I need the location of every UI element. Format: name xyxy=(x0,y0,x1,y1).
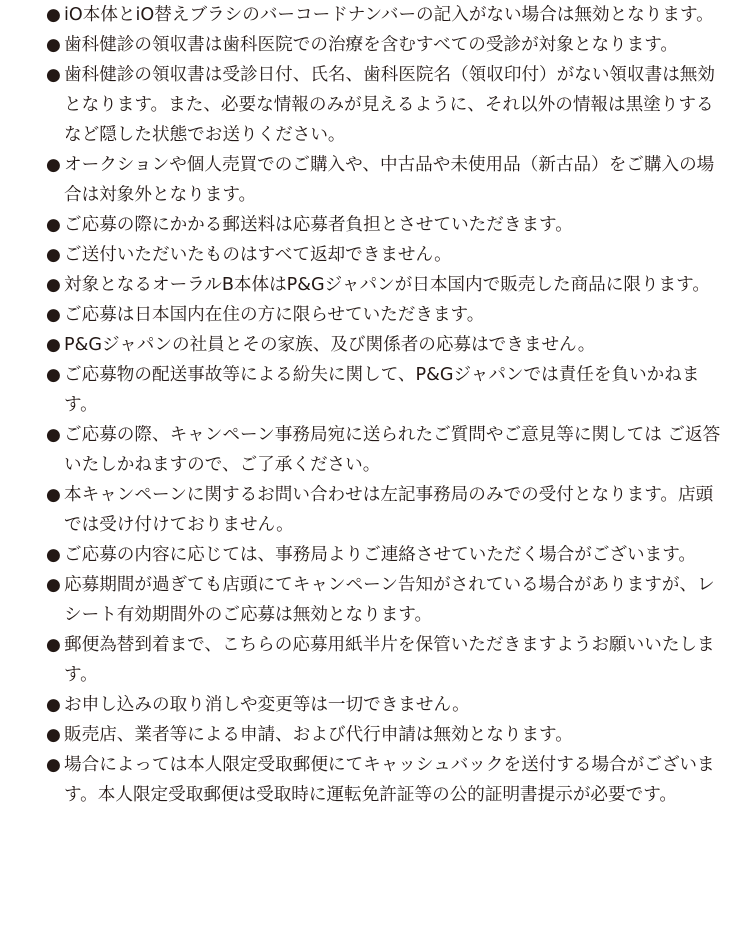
notice-item xyxy=(46,720,722,750)
notice-text: ご応募は日本国内在住の方に限らせていただきます。 xyxy=(64,305,485,325)
bullet-icon: ● xyxy=(46,35,61,55)
bullet-icon: ● xyxy=(46,215,61,235)
notice-item xyxy=(46,630,722,690)
bullet-icon: ● xyxy=(46,725,61,745)
bullet-icon: ● xyxy=(46,755,61,775)
bullet-icon: ● xyxy=(46,485,61,505)
notice-item xyxy=(46,0,722,30)
notice-item xyxy=(46,750,722,810)
bullet-icon: ● xyxy=(46,65,61,85)
notice-item xyxy=(46,210,722,240)
notice-text: ご応募の際にかかる郵送料は応募者負担とさせていただきます。 xyxy=(64,215,573,235)
notice-text: 歯科健診の領収書は歯科医院での治療を含むすべての受診が対象となります。 xyxy=(64,35,679,55)
bullet-icon: ● xyxy=(46,575,61,595)
bullet-icon: ● xyxy=(46,365,61,385)
notice-text: 対象となるオーラルB本体はP&Gジャパンが日本国内で販売した商品に限ります。 xyxy=(64,275,710,295)
notice-text: 場合によっては本人限定受取郵便にてキャッシュバックを送付する場合がございます。本人限定受取郵便は受取時に運転免許証等の公的証明書提示が必要です。 xyxy=(64,755,715,805)
notice-text: お申し込みの取り消しや変更等は一切できません。 xyxy=(64,695,470,715)
notice-item xyxy=(46,360,722,420)
bullet-icon: ● xyxy=(46,335,61,355)
notice-item xyxy=(46,150,722,210)
bullet-icon: ● xyxy=(46,635,61,655)
notice-text: ご応募物の配送事故等による紛失に関して、P&Gジャパンでは責任を負いかねます。 xyxy=(64,365,700,415)
notice-item xyxy=(46,270,722,300)
bullet-icon: ● xyxy=(46,695,61,715)
bullet-icon: ● xyxy=(46,275,61,295)
bullet-icon: ● xyxy=(46,545,61,565)
notice-item xyxy=(46,690,722,720)
bullet-icon: ● xyxy=(46,155,61,175)
bullet-icon: ● xyxy=(46,425,61,445)
bullet-icon: ● xyxy=(46,245,61,265)
notice-item xyxy=(46,60,722,150)
notice-text: ご応募の際、キャンペーン事務局宛に送られたご質問やご意見等に関しては ご返答いたしかねますので、ご了承ください。 xyxy=(64,425,721,475)
notice-text: オークションや個人売買でのご購入や、中古品や未使用品（新古品）をご購入の場合は対象外となります。 xyxy=(64,155,715,205)
notice-item xyxy=(46,420,722,480)
notice-text: 本キャンペーンに関するお問い合わせは左記事務局のみでの受付となります。店頭では受け付けておりません。 xyxy=(64,485,714,535)
notice-item xyxy=(46,330,722,360)
bullet-icon: ● xyxy=(46,305,61,325)
terms-notice-list xyxy=(46,0,722,810)
notice-item xyxy=(46,240,722,270)
bullet-icon: ● xyxy=(46,5,61,25)
notice-item xyxy=(46,30,722,60)
notice-item xyxy=(46,570,722,630)
notice-item xyxy=(46,480,722,540)
notice-text: ご応募の内容に応じては、事務局よりご連絡させていただく場合がございます。 xyxy=(64,545,696,565)
notice-text: 郵便為替到着まで、こちらの応募用紙半片を保管いただきますようお願いいたします。 xyxy=(64,635,715,685)
notice-text: iO本体とiO替えブラシのバーコードナンバーの記入がない場合は無効となります。 xyxy=(64,5,714,25)
notice-item xyxy=(46,300,722,330)
notice-text: P&Gジャパンの社員とその家族、及び関係者の応募はできません。 xyxy=(64,335,596,355)
notice-text: ご送付いただいたものはすべて返却できません。 xyxy=(64,245,452,265)
notice-item xyxy=(46,540,722,570)
notice-text: 販売店、業者等による申請、および代行申請は無効となります。 xyxy=(64,725,573,745)
notice-text: 応募期間が過ぎても店頭にてキャンペーン告知がされている場合がありますが、レシート有効期間外のご応募は無効となります。 xyxy=(64,575,715,625)
notice-text: 歯科健診の領収書は受診日付、氏名、歯科医院名（領収印付）がない領収書は無効となります。また、必要な情報のみが見えるように、それ以外の情報は黒塗りするなど隠した状態でお送りください。 xyxy=(64,65,715,145)
